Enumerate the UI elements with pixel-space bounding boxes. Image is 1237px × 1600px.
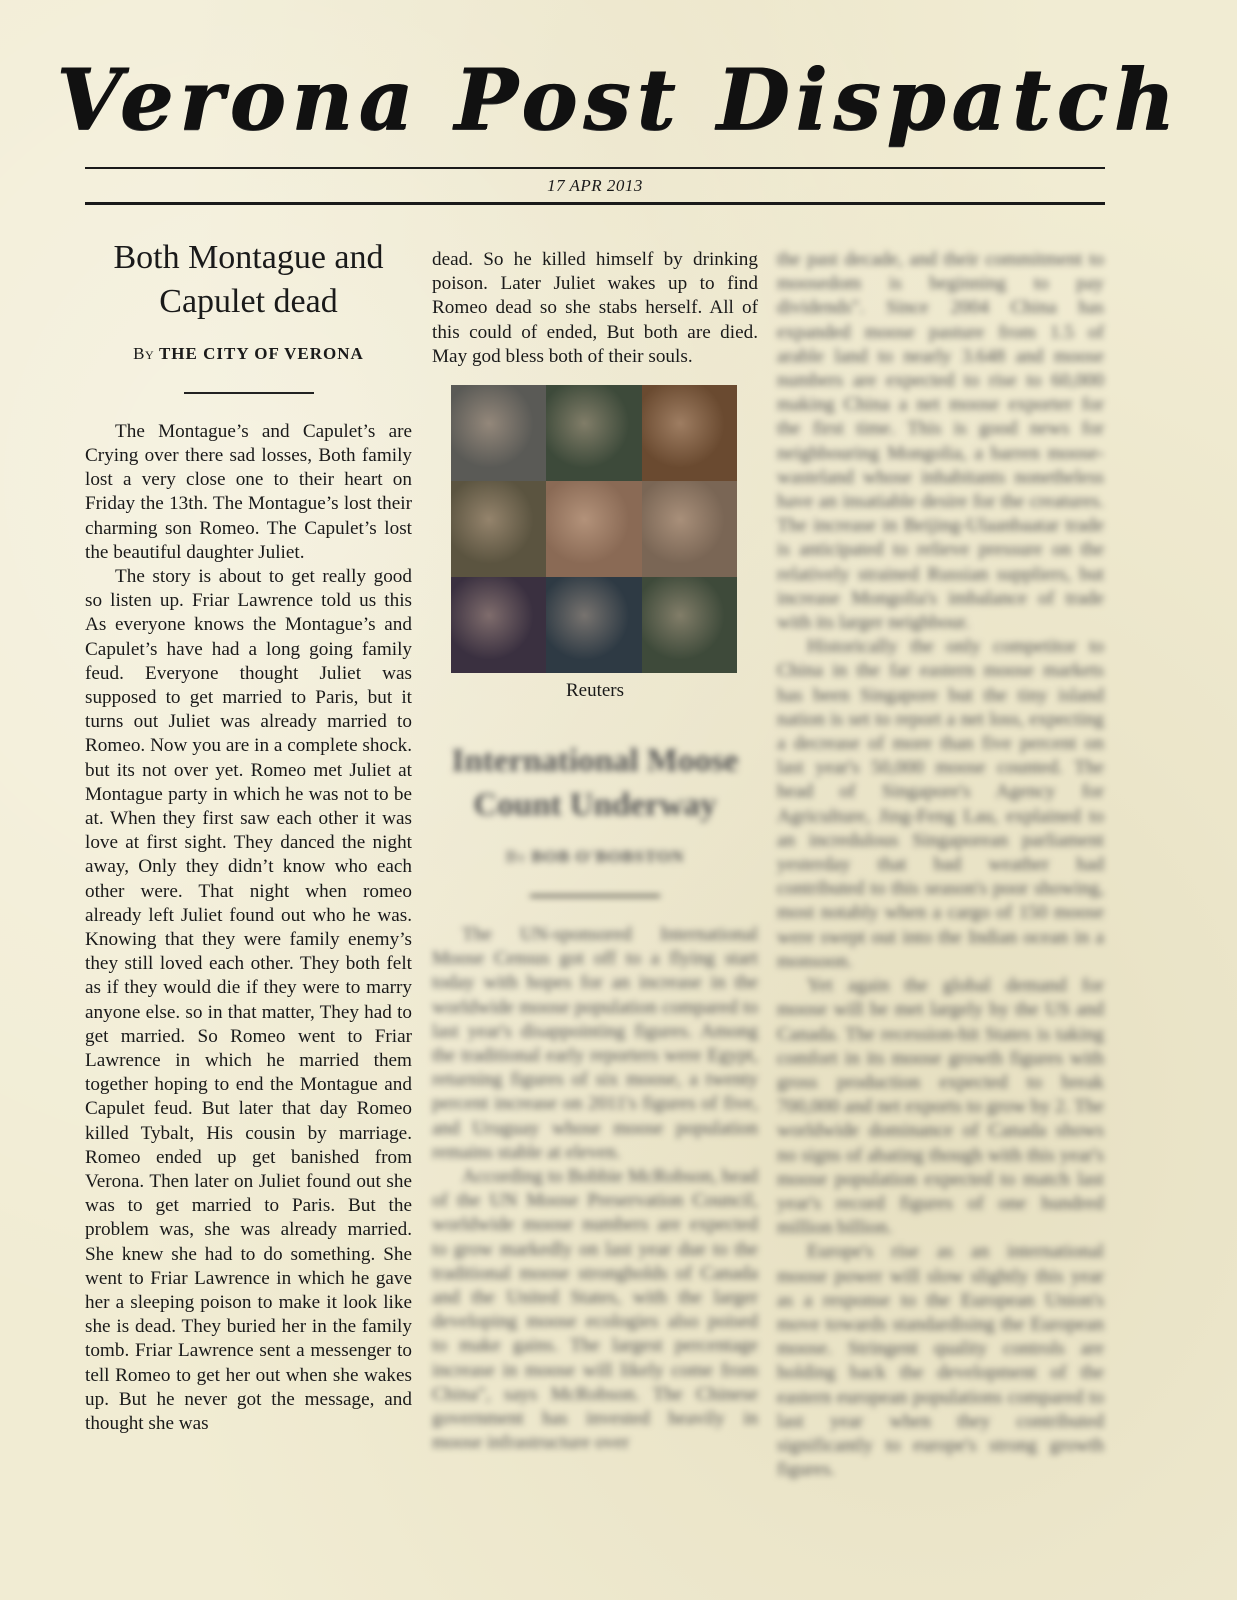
- blurred-headline: International Moose Count Underway: [451, 743, 739, 824]
- article-paragraph: The Montague’s and Capulet’s are Crying over there sad losses, Both family lost a very close one to their heart on Friday the 13th. The Montague’s lost their charming son Romeo. The Capulet’s lost the beautiful daughter Juliet.: [85, 420, 412, 563]
- blurred-byline: [432, 845, 758, 869]
- photo-tile: [546, 481, 642, 577]
- article-continuation: dead. So he killed himself by drinking poison. Later Juliet wakes up to find Romeo dead so she stabs herself. All of this could of ended, But both are died. May god bless both of their souls.: [432, 249, 758, 367]
- byline-prefix: By: [133, 344, 155, 363]
- photo-tile: [642, 481, 737, 577]
- byline-name: THE CITY OF VERONA: [158, 344, 364, 363]
- blurred-paragraph: According to Bobbie McRobson, head of the UN Moose Preservation Council, worldwide moose numbers are expected to grow markedly on last year due to the traditional moose strongholds of Canada and the United States, with the larger developing moose ecologies also poised to make gains. The largest percentage increase in moose will likely come from China", says McRobson. The Chinese government has invested heavily in moose infrastructure over: [432, 1165, 758, 1454]
- blurred-paragraph: The UN-sponsored International Moose Census got off to a flying start today with hopes for an increase in the worldwide moose population compared to last year's disappointing figures. Among the traditional early reporters were Egypt, returning figures of six moose, a twenty percent increase on 2011's figures of five, and Uruguay whose moose population remains stable at eleven.: [432, 923, 758, 1163]
- article-byline: [85, 342, 412, 366]
- blurred-paragraph: Yet again the global demand for moose will be met largely by the US and Canada. The recession-hit States is taking comfort in its moose growth figures with gross production expected to break 700,000 and net exports to grow by 2. The worldwide dominance of Canada shows no signs of abating though with this year's moose population expected to match last year's record figures of one hundred million billion.: [777, 975, 1104, 1239]
- photo-tile: [642, 577, 737, 673]
- blurred-article: [432, 739, 758, 1455]
- photo-tile: [451, 481, 546, 577]
- photo-tile: [642, 385, 737, 481]
- byline-name: BOB O'BOBSTON: [531, 847, 685, 867]
- byline-divider: [530, 895, 660, 897]
- photo-tile: [546, 577, 642, 673]
- byline-prefix: By: [505, 847, 527, 867]
- column-1: [85, 236, 412, 1436]
- column-2: [432, 248, 758, 1455]
- photo-tile: [546, 385, 642, 481]
- byline-divider: [184, 392, 314, 394]
- blurred-paragraph: Historically the only competitor to China in the far eastern moose markets has been Singapore but the tiny island nation is set to report a net loss, expecting a decrease of more than five percent on last year's 50,000 moose counted. The head of Singapore's Agency for Agriculture, Jing-Feng Lau, explained to an incredulous Singaporean parliament yesterday that bad weather had contributed to this season's poor showing, most notably when a cargo of 150 moose were swept out into the Indian ocean in a monsoon.: [777, 636, 1104, 972]
- column-3: [777, 248, 1104, 1482]
- article-paragraph: The story is about to get really good so listen up. Friar Lawrence told us this As everyone knows the Montague’s and Capulet’s have had a long going family feud. Everyone thought Juliet was supposed to get married to Paris, but it turns out Juliet was already married to Romeo. Now you are in a complete shock. but its not over yet. Romeo met Juliet at Montague party in which he was not to be at. When they first saw each other it was love at first sight. They danced the night away, Only they didn’t know who each other were. That night when romeo already left Juliet found out who he was. Knowing that they were family enemy’s they still loved each other. They both felt as if they would die if they were to marry anyone else. so in that matter, They had to get married. So Romeo went to Friar Lawrence in which he married them together hoping to end the Montague and Capulet feud. But later that day Romeo killed Tybalt, His cousin by marriage. Romeo ended up get banished from Verona. Then later on Juliet found out she was to get married to Paris. But the problem was, she was already married. She knew she had to do something. She went to Friar Lawrence in which he gave her a sleeping poison to make it look like she is dead. They buried her in the family tomb. Friar Lawrence sent a messenger to tell Romeo to get her out when she wakes up. But he never got the message, and thought she was: [85, 565, 412, 1435]
- photo-tile: [451, 385, 546, 481]
- issue-date: 17 APR 2013: [547, 176, 643, 195]
- article-headline: Both Montague and Capulet dead: [113, 239, 384, 320]
- masthead-rule-bottom: [85, 202, 1105, 205]
- blurred-paragraph: Europe's rise as an international moose power will slow slightly this year as a response to the European Union's move towards standardising the European moose. Stringent quality controls are holding back the development of the eastern european populations compared to last year when they contributed significantly to europe's strong growth figures.: [777, 1241, 1104, 1481]
- photo-collage: [451, 385, 737, 673]
- masthead-title: Verona Post Dispatch: [56, 50, 1181, 149]
- blurred-paragraph: the past decade, and their commitment to moosedom is beginning to pay dividends". Since 2004 China has expanded moose pasture from 1.5 of arable land to nearly 3.648 and moose numbers are expected to rise to 60,000 making China a net moose exporter for the first time. This is good news for neighbouring Mongolia, a barren moose-wasteland whose inhabitants nonetheless have an insatiable desire for the creatures. The increase in Beijing-Ulaanbaatar trade is anticipated to relieve pressure on the relatively strained Russian suppliers, but increase Mongolia's imbalance of trade with its larger neighbour.: [777, 249, 1104, 634]
- photo-tile: [451, 577, 546, 673]
- masthead-rule-top: [85, 167, 1105, 169]
- photo-caption: Reuters: [565, 680, 625, 702]
